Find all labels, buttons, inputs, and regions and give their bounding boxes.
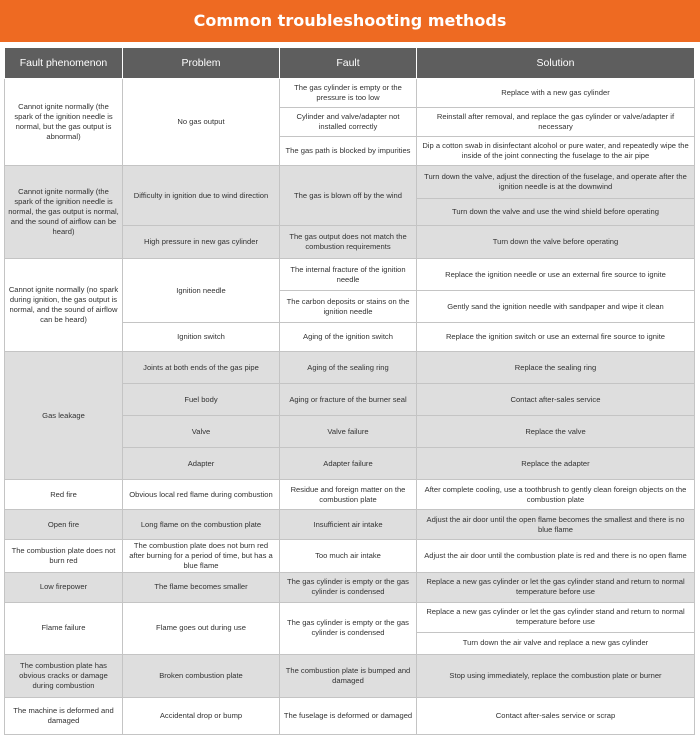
- solution-cell: Stop using immediately, replace the combustion plate or burner: [417, 654, 695, 697]
- fault-cell: Too much air intake: [280, 540, 417, 573]
- solution-cell: Reinstall after removal, and replace the gas cylinder or valve/adapter if necessary: [417, 108, 695, 137]
- header-problem: Problem: [123, 48, 280, 79]
- table-row: [5, 540, 695, 573]
- fault-cell: Aging of the sealing ring: [280, 352, 417, 384]
- phenomenon-cell: Gas leakage: [5, 352, 123, 480]
- problem-cell: No gas output: [123, 79, 280, 166]
- table-row: [5, 697, 695, 734]
- solution-cell: Adjust the air door until the open flame becomes the smallest and there is no blue flame: [417, 510, 695, 540]
- fault-cell: The fuselage is deformed or damaged: [280, 697, 417, 734]
- header-solution: Solution: [417, 48, 695, 79]
- phenomenon-cell: Cannot ignite normally (no spark during ignition, the gas output is normal, and the sound of airflow can be heard): [5, 259, 123, 352]
- problem-cell: Ignition switch: [123, 323, 280, 352]
- table-row: [5, 259, 695, 291]
- solution-cell: Turn down the valve and use the wind shield before operating: [417, 199, 695, 226]
- problem-cell: Flame goes out during use: [123, 602, 280, 654]
- table-row: [5, 480, 695, 510]
- problem-cell: Adapter: [123, 448, 280, 480]
- solution-cell: Replace with a new gas cylinder: [417, 79, 695, 108]
- header-row: [5, 48, 695, 79]
- fault-cell: The gas cylinder is empty or the pressure is too low: [280, 79, 417, 108]
- problem-cell: Broken combustion plate: [123, 654, 280, 697]
- solution-cell: Turn down the valve, adjust the direction of the fuselage, and operate after the ignition needle is at the downwind: [417, 166, 695, 199]
- phenomenon-cell: Cannot ignite normally (the spark of the ignition needle is normal, the gas output is normal, and the sound of airflow can be heard): [5, 166, 123, 259]
- problem-cell: High pressure in new gas cylinder: [123, 226, 280, 259]
- solution-cell: Replace the ignition switch or use an external fire source to ignite: [417, 323, 695, 352]
- fault-cell: The internal fracture of the ignition needle: [280, 259, 417, 291]
- fault-cell: The gas is blown off by the wind: [280, 166, 417, 226]
- phenomenon-cell: The machine is deformed and damaged: [5, 697, 123, 734]
- table-row: [5, 654, 695, 697]
- problem-cell: Ignition needle: [123, 259, 280, 323]
- phenomenon-cell: Low firepower: [5, 572, 123, 602]
- problem-cell: Obvious local red flame during combustion: [123, 480, 280, 510]
- phenomenon-cell: Open fire: [5, 510, 123, 540]
- table-row: [5, 510, 695, 540]
- fault-cell: The gas cylinder is empty or the gas cylinder is condensed: [280, 572, 417, 602]
- fault-cell: Cylinder and valve/adapter not installed correctly: [280, 108, 417, 137]
- solution-cell: Replace a new gas cylinder or let the gas cylinder stand and return to normal temperature before use: [417, 602, 695, 632]
- fault-cell: The gas path is blocked by impurities: [280, 137, 417, 166]
- problem-cell: Fuel body: [123, 384, 280, 416]
- problem-cell: Long flame on the combustion plate: [123, 510, 280, 540]
- fault-cell: The carbon deposits or stains on the ignition needle: [280, 291, 417, 323]
- phenomenon-cell: The combustion plate does not burn red: [5, 540, 123, 573]
- page-title: Common troubleshooting methods: [0, 0, 700, 42]
- fault-cell: Valve failure: [280, 416, 417, 448]
- phenomenon-cell: Cannot ignite normally (the spark of the ignition needle is normal, but the gas output is abnormal): [5, 79, 123, 166]
- solution-cell: Replace the sealing ring: [417, 352, 695, 384]
- problem-cell: The flame becomes smaller: [123, 572, 280, 602]
- phenomenon-cell: Red fire: [5, 480, 123, 510]
- solution-cell: Contact after-sales service or scrap: [417, 697, 695, 734]
- solution-cell: Turn down the air valve and replace a new gas cylinder: [417, 632, 695, 654]
- solution-cell: Contact after-sales service: [417, 384, 695, 416]
- fault-cell: Insufficient air intake: [280, 510, 417, 540]
- header-fault-phenomenon: Fault phenomenon: [5, 48, 123, 79]
- table-row: [5, 572, 695, 602]
- fault-cell: Adapter failure: [280, 448, 417, 480]
- fault-cell: Aging or fracture of the burner seal: [280, 384, 417, 416]
- header-fault: Fault: [280, 48, 417, 79]
- fault-cell: The gas cylinder is empty or the gas cylinder is condensed: [280, 602, 417, 654]
- solution-cell: Replace the valve: [417, 416, 695, 448]
- problem-cell: Valve: [123, 416, 280, 448]
- phenomenon-cell: The combustion plate has obvious cracks or damage during combustion: [5, 654, 123, 697]
- solution-cell: Replace the ignition needle or use an external fire source to ignite: [417, 259, 695, 291]
- troubleshooting-table: [4, 47, 695, 735]
- table-row: [5, 166, 695, 199]
- table-row: [5, 352, 695, 384]
- solution-cell: Adjust the air door until the combustion plate is red and there is no open flame: [417, 540, 695, 573]
- solution-cell: Turn down the valve before operating: [417, 226, 695, 259]
- solution-cell: Gently sand the ignition needle with sandpaper and wipe it clean: [417, 291, 695, 323]
- problem-cell: Joints at both ends of the gas pipe: [123, 352, 280, 384]
- problem-cell: Accidental drop or bump: [123, 697, 280, 734]
- solution-cell: After complete cooling, use a toothbrush to gently clean foreign objects on the combustion plate: [417, 480, 695, 510]
- solution-cell: Dip a cotton swab in disinfectant alcohol or pure water, and repeatedly wipe the inside of the joint connecting the fuselage to the air pipe: [417, 137, 695, 166]
- solution-cell: Replace a new gas cylinder or let the gas cylinder stand and return to normal temperature before use: [417, 572, 695, 602]
- phenomenon-cell: Flame failure: [5, 602, 123, 654]
- solution-cell: Replace the adapter: [417, 448, 695, 480]
- table-row: [5, 79, 695, 108]
- problem-cell: The combustion plate does not burn red after burning for a period of time, but has a blue flame: [123, 540, 280, 573]
- problem-cell: Difficulty in ignition due to wind direction: [123, 166, 280, 226]
- fault-cell: The gas output does not match the combustion requirements: [280, 226, 417, 259]
- fault-cell: Residue and foreign matter on the combustion plate: [280, 480, 417, 510]
- table-row: [5, 602, 695, 632]
- fault-cell: Aging of the ignition switch: [280, 323, 417, 352]
- fault-cell: The combustion plate is bumped and damaged: [280, 654, 417, 697]
